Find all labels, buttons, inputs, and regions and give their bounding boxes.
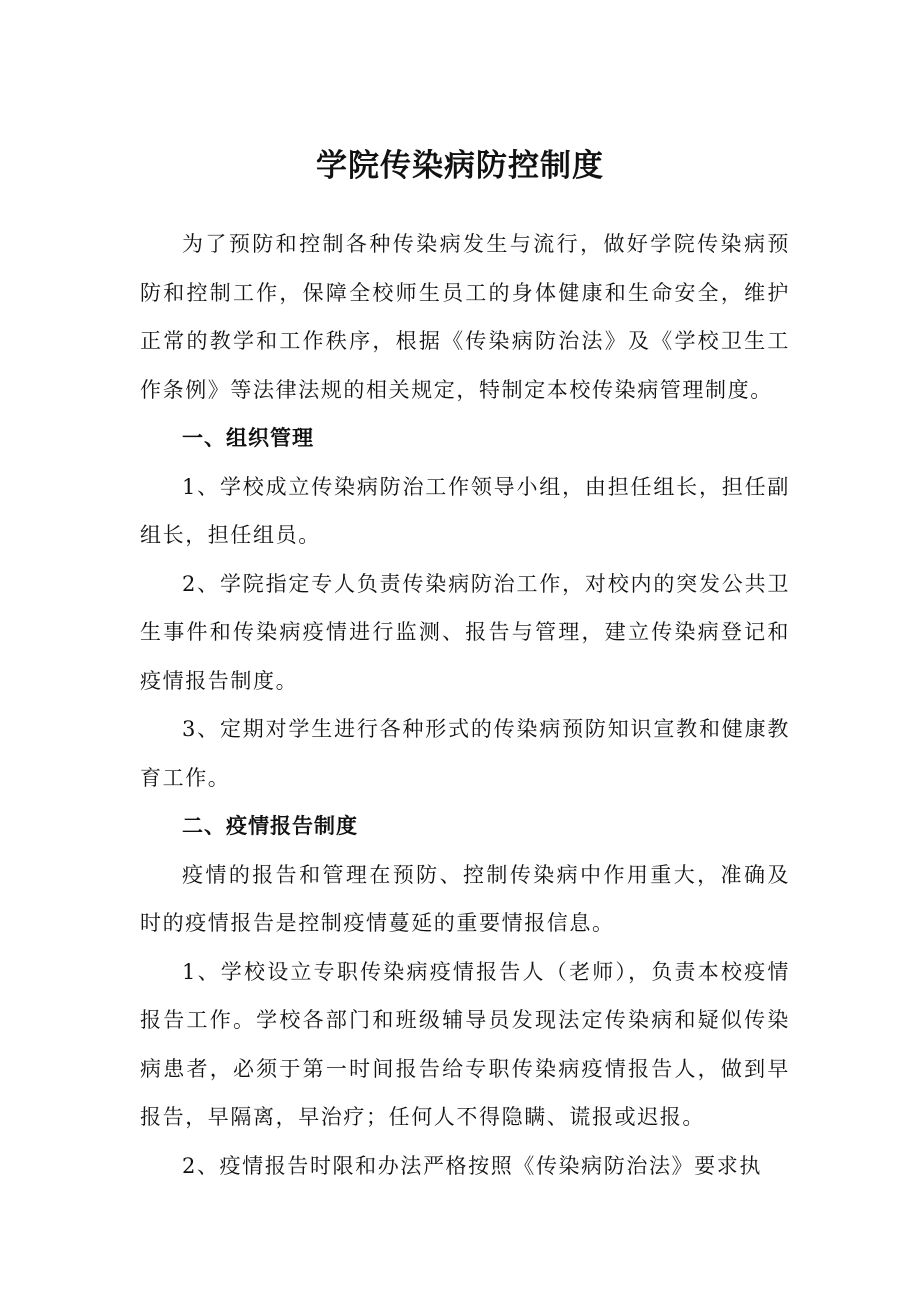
section1-item: 3、定期对学生进行各种形式的传染病预防知识宣教和健康教育工作。 <box>140 717 790 790</box>
document-title: 学院传染病防控制度 <box>316 148 604 184</box>
intro-paragraph: 为了预防和控制各种传染病发生与流行，做好学院传染病预防和控制工作，保障全校师生员工的身体健康和生命安全，维护正常的教学和工作秩序，根据《传染病防治法》及《学校卫生工作条例》等法律法规的相关规定，特制定本校传染病管理制度。 <box>140 232 790 402</box>
section-heading-organization: 一、组织管理 <box>182 426 314 450</box>
section2-item: 2、疫情报告时限和办法严格按照《传染病防治法》要求执 <box>182 1153 762 1178</box>
document-body <box>140 220 790 1190</box>
section-heading-epidemic-report: 二、疫情报告制度 <box>182 814 358 838</box>
section1-item: 1、学校成立传染病防治工作领导小组，由担任组长，担任副组长，担任组员。 <box>140 474 790 547</box>
section1-item: 2、学院指定专人负责传染病防治工作，对校内的突发公共卫生事件和传染病疫情进行监测、报告与管理，建立传染病登记和疫情报告制度。 <box>140 571 790 693</box>
section2-intro: 疫情的报告和管理在预防、控制传染病中作用重大，准确及时的疫情报告是控制疫情蔓延的重要情报信息。 <box>140 862 790 935</box>
section2-item: 1、学校设立专职传染病疫情报告人（老师），负责本校疫情报告工作。学校各部门和班级辅导员发现法定传染病和疑似传染病患者，必须于第一时间报告给专职传染病疫情报告人，做到早报告，早隔离，早治疗；任何人不得隐瞒、谎报或迟报。 <box>140 959 790 1129</box>
